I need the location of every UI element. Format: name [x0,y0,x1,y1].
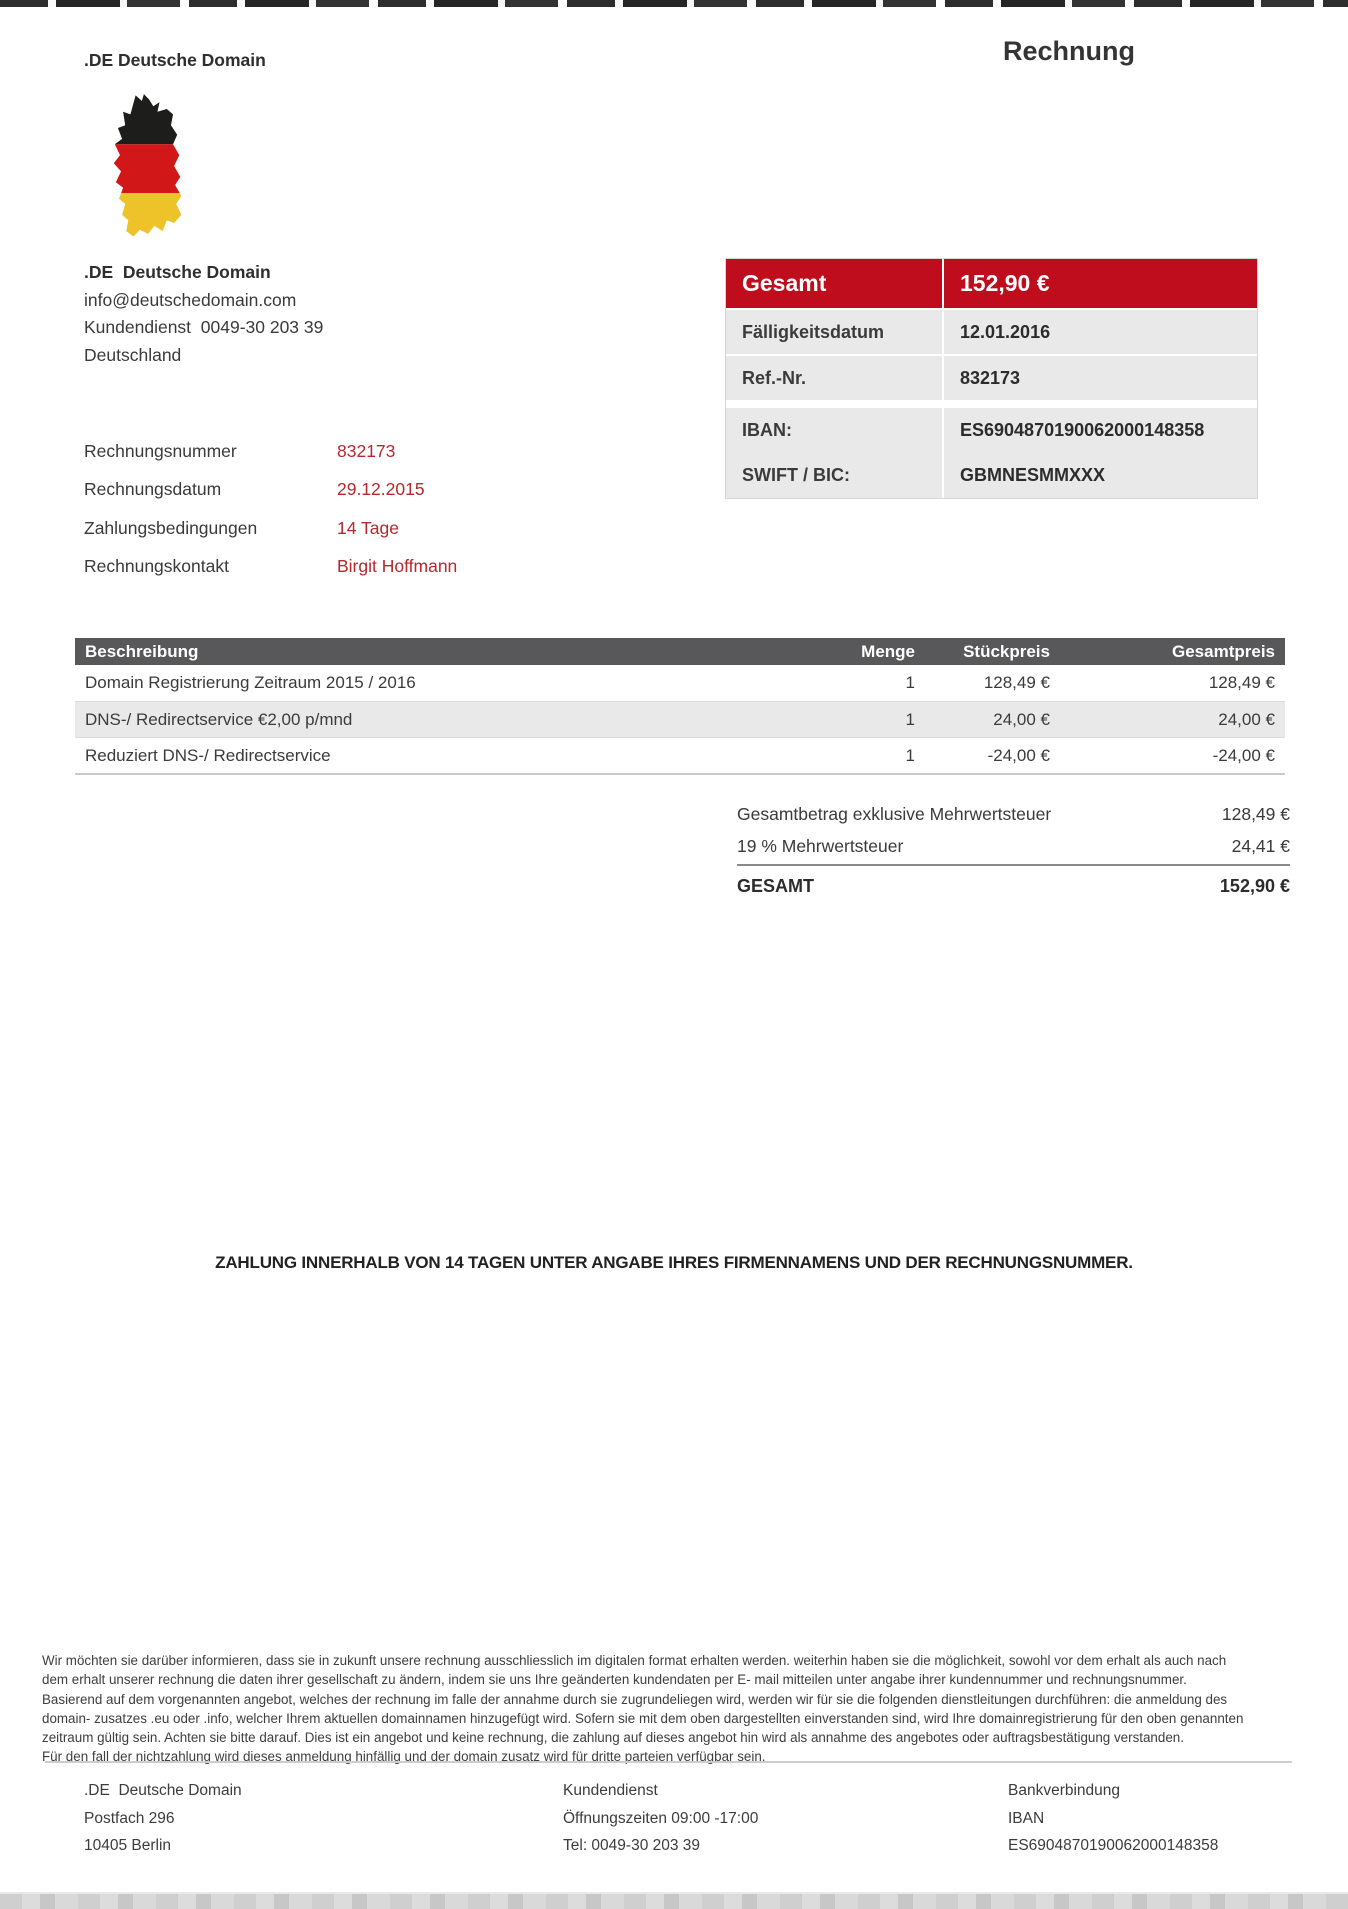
totals-value: 24,41 € [1231,835,1290,856]
meta-label: Rechnungskontakt [84,556,229,577]
meta-row-payment-terms [84,509,457,548]
totals-label: 19 % Mehrwertsteuer [737,835,904,856]
bank-labels [726,408,942,498]
meta-row-invoice-contact [84,548,457,587]
footer-company-name: .DE Deutsche Domain [84,1782,242,1799]
fine-print-line: dem erhalt unserer rechnung die daten ihrer gesellschaft zu ändern, indem sie uns Ihre geänderten kundendaten per E- mail mitteilen unter angabe ihrer kundennummer und rechnungsnummer. [42,1672,1187,1688]
item-description: DNS-/ Redirectservice €2,00 p/mnd [85,709,353,729]
invoice-title: Rechnung [1003,36,1135,66]
footer-phone: Tel: 0049-30 203 39 [563,1837,701,1854]
table-row [75,665,1285,701]
footer-service-title: Kundendienst [563,1782,658,1799]
footer-city: 10405 Berlin [84,1837,172,1854]
footer-iban-value: ES6904870190062000148358 [1008,1837,1219,1854]
footer-hours: Öffnungszeiten 09:00 -17:00 [563,1809,759,1827]
footer-column-address [84,1777,242,1860]
footer-divider [45,1761,1292,1763]
summary-header-value: 152,90 € [944,259,1257,308]
summary-value: 832173 [944,356,1257,400]
totals-row-vat [737,830,1290,862]
bank-values [944,408,1257,498]
col-header-unit-price: Stückpreis [963,641,1050,661]
grand-total-label: GESAMT [737,875,815,896]
footer-iban-label: IBAN [1008,1809,1045,1827]
items-table-header [75,638,1285,665]
col-header-quantity: Menge [861,641,915,661]
fine-print-line: Für den fall der nichtzahlung wird dieses anmeldung hinfällig und der domain zusatz wird für dritte parteien verfügbar sein. [42,1749,766,1765]
meta-label: Rechnungsnummer [84,440,237,461]
footer-po-box: Postfach 296 [84,1809,175,1827]
meta-label: Zahlungsbedingungen [84,517,258,538]
item-description: Domain Registrierung Zeitraum 2015 / 2016 [85,673,416,692]
sender-email: info@deutschedomain.com [84,289,297,310]
summary-label: Fälligkeitsdatum [726,310,942,354]
meta-label: Rechnungsdatum [84,479,222,500]
invoice-meta [84,432,457,586]
sender-phone: Kundendienst 0049-30 203 39 [84,317,324,337]
item-quantity: 1 [905,709,915,729]
meta-row-invoice-date [84,471,457,510]
meta-value: 14 Tage [337,517,399,538]
totals-value: 128,49 € [1221,803,1290,824]
fine-print-line: Basierend auf dem vorgenannten angebot, welches der rechnung im falle der annahme durch sie zugrundeliegen wird, werden wir für sie die folgenden dienstleitungen durchführen: die anmeldung des [42,1691,1228,1707]
swift-value: GBMNESMMXXX [960,465,1106,485]
summary-header [726,259,1257,308]
footer-column-bank [1008,1777,1218,1860]
fine-print [42,1651,1346,1767]
table-row [75,701,1285,737]
iban-label: IBAN: [742,420,792,440]
summary-row-due-date [726,310,1257,354]
payment-notice: ZAHLUNG INNERHALB VON 14 TAGEN UNTER ANGABE IHRES FIRMENNAMENS UND DER RECHNUNGSNUMMER. [215,1253,1133,1272]
summary-row-reference [726,356,1257,400]
totals-divider [737,864,1290,866]
grand-total-row [737,868,1290,904]
meta-value: 29.12.2015 [337,479,425,500]
sender-block [84,259,323,369]
fine-print-line: zeitraum gültig sein. Achten sie bitte darauf. Dies ist ein angebot und keine rechnung, die zahlung auf dieses angebot hin wird als annahme des angebotes oder auftragsbestätigung verstanden. [42,1730,1184,1746]
meta-value: 832173 [337,440,396,461]
meta-row-invoice-number [84,432,457,471]
item-total: 24,00 € [1218,709,1275,729]
summary-value: 12.01.2016 [944,310,1257,354]
grand-total-value: 152,90 € [1219,875,1290,896]
iban-value: ES6904870190062000148358 [960,420,1205,440]
table-row [75,737,1285,773]
totals-label: Gesamtbetrag exklusive Mehrwertsteuer [737,803,1052,824]
top-scan-artifact [0,0,1348,7]
bank-details [726,408,1257,498]
fine-print-line: domain- zusatzes .eu oder .info, welcher Ihrem aktuellen domainnamen hinzugefügt wird. Sofern sie mit dem oben dargestellten einverstanden sind, wird Ihre domainregistrierung für den oben genannten [42,1710,1244,1726]
item-total: 128,49 € [1208,673,1275,692]
swift-label: SWIFT / BIC: [742,465,850,485]
summary-header-label: Gesamt [726,259,942,308]
germany-flag-map-icon [94,90,198,242]
item-unit-price: 24,00 € [993,709,1050,729]
sender-country: Deutschland [84,344,182,365]
item-unit-price: 128,49 € [983,673,1050,692]
item-quantity: 1 [905,745,915,765]
footer-bank-title: Bankverbindung [1008,1782,1121,1799]
fine-print-line: Wir möchten sie darüber informieren, dass sie in zukunft unsere rechnung ausschliesslich im digitalen format erhalten werden. weiterhin haben sie die möglichkeit, sowohl vor dem erhalt als auch nach [42,1653,1227,1668]
sender-name: .DE Deutsche Domain [84,262,271,282]
totals-section [737,798,1290,904]
item-quantity: 1 [905,673,915,692]
bottom-scan-artifact [0,1892,1348,1909]
meta-value: Birgit Hoffmann [337,556,458,577]
item-unit-price: -24,00 € [987,745,1050,765]
summary-box [725,258,1258,499]
col-header-total-price: Gesamtpreis [1172,641,1275,661]
item-total: -24,00 € [1212,745,1275,765]
col-header-description: Beschreibung [85,641,199,661]
footer-column-service [563,1777,758,1860]
germany-map-logo [94,90,198,247]
item-description: Reduziert DNS-/ Redirectservice [85,745,331,765]
items-table [75,638,1285,775]
summary-label: Ref.-Nr. [726,356,942,400]
totals-row-net [737,798,1290,830]
brand-logo-title: .DE Deutsche Domain [84,50,266,70]
